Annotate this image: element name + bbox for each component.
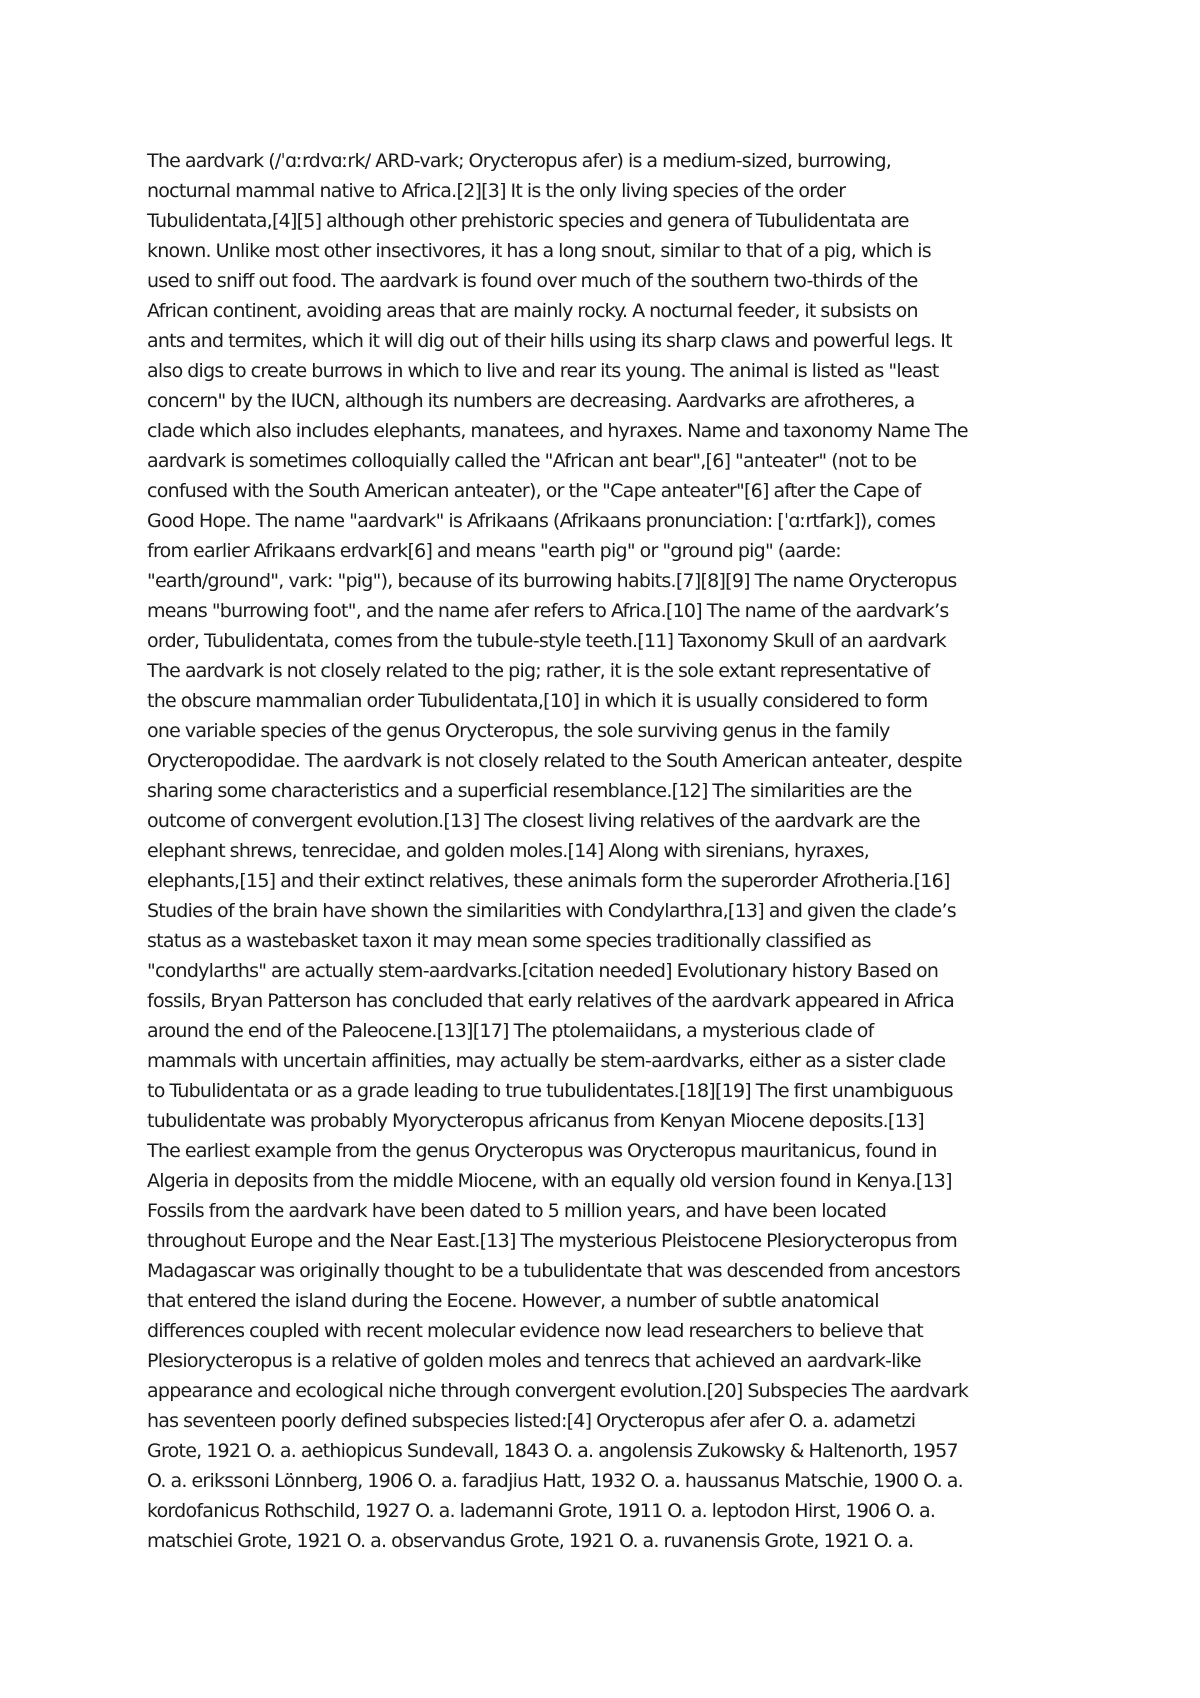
text-line: Good Hope. The name "aardvark" is Afrikaans (Afrikaans pronunciation: [ˈɑːrtfark]), comes xyxy=(147,510,936,532)
text-line: fossils, Bryan Patterson has concluded that early relatives of the aardvark appeared in Africa xyxy=(147,990,954,1012)
text-line: around the end of the Paleocene.[13][17] The ptolemaiidans, a mysterious clade of xyxy=(147,1020,874,1042)
text-line: the obscure mammalian order Tubulidentata,[10] in which it is usually considered to form xyxy=(147,690,928,712)
text-line: Studies of the brain have shown the similarities with Condylarthra,[13] and given the clade’s xyxy=(147,900,956,922)
text-line: elephants,[15] and their extinct relatives, these animals form the superorder Afrotheria.[16] xyxy=(147,870,950,892)
text-line: confused with the South American anteater), or the "Cape anteater"[6] after the Cape of xyxy=(147,480,921,502)
text-line: appearance and ecological niche through convergent evolution.[20] Subspecies The aardvark xyxy=(147,1380,969,1402)
text-line: nocturnal mammal native to Africa.[2][3] It is the only living species of the order xyxy=(147,180,846,202)
text-line: differences coupled with recent molecular evidence now lead researchers to believe that xyxy=(147,1320,924,1342)
text-line: Fossils from the aardvark have been dated to 5 million years, and have been located xyxy=(147,1200,887,1222)
text-line: known. Unlike most other insectivores, it has a long snout, similar to that of a pig, which is xyxy=(147,240,931,262)
text-line: outcome of convergent evolution.[13] The closest living relatives of the aardvark are the xyxy=(147,810,920,832)
text-line: Tubulidentata,[4][5] although other prehistoric species and genera of Tubulidentata are xyxy=(147,210,909,232)
text-line xyxy=(147,1556,1077,1586)
text-line: Algeria in deposits from the middle Miocene, with an equally old version found in Kenya.[13] xyxy=(147,1170,952,1192)
text-line: "condylarths" are actually stem-aardvarks.[citation needed] Evolutionary history Based on xyxy=(147,960,939,982)
text-line: The aardvark is not closely related to the pig; rather, it is the sole extant representative of xyxy=(147,660,930,682)
text-line: concern" by the IUCN, although its numbers are decreasing. Aardvarks are afrotheres, a xyxy=(147,390,915,412)
text-line: kordofanicus Rothschild, 1927 O. a. lademanni Grote, 1911 O. a. leptodon Hirst, 1906 O. a. xyxy=(147,1500,936,1522)
text-line: to Tubulidentata or as a grade leading to true tubulidentates.[18][19] The first unambiguous xyxy=(147,1080,953,1102)
text-line: throughout Europe and the Near East.[13] The mysterious Pleistocene Plesiorycteropus from xyxy=(147,1230,957,1252)
text-line: mammals with uncertain affinities, may actually be stem-aardvarks, either as a sister clade xyxy=(147,1050,946,1072)
text-line: status as a wastebasket taxon it may mean some species traditionally classified as xyxy=(147,930,871,952)
text-line: that entered the island during the Eocene. However, a number of subtle anatomical xyxy=(147,1290,879,1312)
text-line: aardvark is sometimes colloquially called the "African ant bear",[6] "anteater" (not to be xyxy=(147,450,917,472)
text-line: The earliest example from the genus Orycteropus was Orycteropus mauritanicus, found in xyxy=(147,1140,937,1162)
text-line: The aardvark (/ˈɑːrdvɑːrk/ ARD-vark; Orycteropus afer) is a medium-sized, burrowing, xyxy=(147,150,892,172)
text-line: order, Tubulidentata, comes from the tubule-style teeth.[11] Taxonomy Skull of an aardvark xyxy=(147,630,946,652)
text-line: Madagascar was originally thought to be a tubulidentate that was descended from ancestors xyxy=(147,1260,960,1282)
text-line: has seventeen poorly defined subspecies listed:[4] Orycteropus afer afer O. a. adametzi xyxy=(147,1410,916,1432)
text-line: matschiei Grote, 1921 O. a. observandus Grote, 1921 O. a. ruvanensis Grote, 1921 O. a. xyxy=(147,1530,914,1552)
text-line: from earlier Afrikaans erdvark[6] and means "earth pig" or "ground pig" (aarde: xyxy=(147,540,841,562)
text-line: also digs to create burrows in which to live and rear its young. The animal is listed as "least xyxy=(147,360,939,382)
text-line: Orycteropodidae. The aardvark is not closely related to the South American anteater, despite xyxy=(147,750,962,772)
text-line: clade which also includes elephants, manatees, and hyraxes. Name and taxonomy Name The xyxy=(147,420,968,442)
text-line: tubulidentate was probably Myorycteropus africanus from Kenyan Miocene deposits.[13] xyxy=(147,1110,924,1132)
text-line: elephant shrews, tenrecidae, and golden moles.[14] Along with sirenians, hyraxes, xyxy=(147,840,870,862)
text-line: Grote, 1921 O. a. aethiopicus Sundevall, 1843 O. a. angolensis Zukowsky & Haltenorth, 1957 xyxy=(147,1440,958,1462)
text-line: one variable species of the genus Orycteropus, the sole surviving genus in the family xyxy=(147,720,890,742)
text-line: Plesiorycteropus is a relative of golden moles and tenrecs that achieved an aardvark-like xyxy=(147,1350,921,1372)
text-line: O. a. erikssoni Lönnberg, 1906 O. a. faradjius Hatt, 1932 O. a. haussanus Matschie, 1900 O. a. xyxy=(147,1470,963,1492)
text-line: "earth/ground", vark: "pig"), because of its burrowing habits.[7][8][9] The name Orycteropus xyxy=(147,570,957,592)
text-line: used to sniff out food. The aardvark is found over much of the southern two-thirds of the xyxy=(147,270,918,292)
text-line: sharing some characteristics and a superficial resemblance.[12] The similarities are the xyxy=(147,780,912,802)
text-line: African continent, avoiding areas that are mainly rocky. A nocturnal feeder, it subsists on xyxy=(147,300,918,322)
text-line: ants and termites, which it will dig out of their hills using its sharp claws and powerful legs. It xyxy=(147,330,952,352)
text-line: means "burrowing foot", and the name afer refers to Africa.[10] The name of the aardvark’s xyxy=(147,600,949,622)
body-paragraph xyxy=(147,146,1077,1586)
